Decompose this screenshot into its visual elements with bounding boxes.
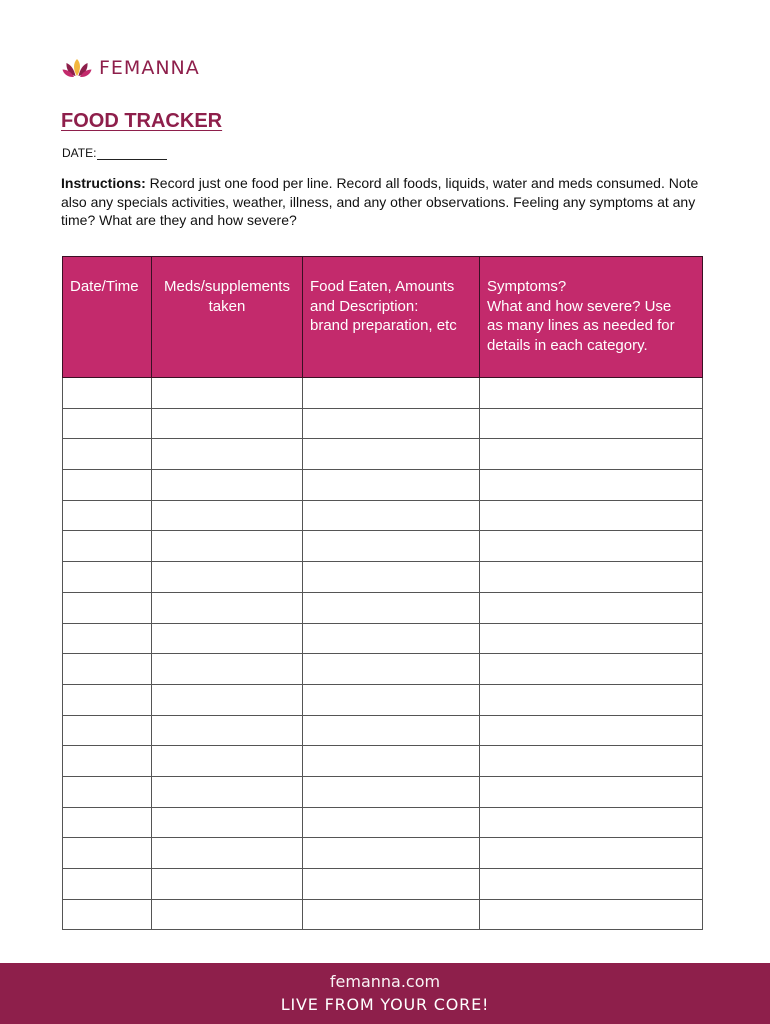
symptoms-cell[interactable] [480, 408, 703, 439]
food-cell[interactable] [303, 807, 480, 838]
food-cell[interactable] [303, 869, 480, 900]
header-symptoms: Symptoms? What and how severe? Use as many lines as needed for details in each category. [480, 257, 703, 378]
food-cell[interactable] [303, 439, 480, 470]
table-row [63, 746, 703, 777]
meds-cell[interactable] [152, 807, 303, 838]
symptoms-cell[interactable] [480, 562, 703, 593]
table-row [63, 684, 703, 715]
symptoms-cell[interactable] [480, 531, 703, 562]
symptoms-cell[interactable] [480, 715, 703, 746]
food-cell[interactable] [303, 378, 480, 409]
meds-cell[interactable] [152, 838, 303, 869]
food-cell[interactable] [303, 623, 480, 654]
page-title: FOOD TRACKER [61, 110, 223, 132]
food-cell[interactable] [303, 838, 480, 869]
table-row [63, 654, 703, 685]
food-cell[interactable] [303, 684, 480, 715]
table-row [63, 470, 703, 501]
meds-cell[interactable] [152, 684, 303, 715]
meds-cell[interactable] [152, 531, 303, 562]
table-row [63, 378, 703, 409]
table-row [63, 623, 703, 654]
date-time-cell[interactable] [63, 470, 152, 501]
meds-cell[interactable] [152, 776, 303, 807]
date-time-cell[interactable] [63, 899, 152, 930]
meds-cell[interactable] [152, 592, 303, 623]
date-time-cell[interactable] [63, 500, 152, 531]
symptoms-cell[interactable] [480, 623, 703, 654]
date-time-cell[interactable] [63, 838, 152, 869]
symptoms-cell[interactable] [480, 838, 703, 869]
food-cell[interactable] [303, 470, 480, 501]
symptoms-cell[interactable] [480, 684, 703, 715]
instructions-text: Record just one food per line. Record all foods, liquids, water and meds consumed. Note also any specials activities, weather, illness, and any other observations. Feeling any symptoms at any time? What are they and how severe? [61, 175, 699, 228]
date-time-cell[interactable] [63, 684, 152, 715]
symptoms-cell[interactable] [480, 500, 703, 531]
table-row [63, 408, 703, 439]
date-time-cell[interactable] [63, 562, 152, 593]
date-time-cell[interactable] [63, 408, 152, 439]
table-row [63, 776, 703, 807]
brand-name: FEMANNA [99, 57, 200, 79]
meds-cell[interactable] [152, 500, 303, 531]
date-field[interactable] [62, 146, 167, 160]
meds-cell[interactable] [152, 378, 303, 409]
symptoms-cell[interactable] [480, 899, 703, 930]
food-cell[interactable] [303, 746, 480, 777]
table-row [63, 715, 703, 746]
brand-logo [62, 54, 200, 82]
table-row [63, 899, 703, 930]
header-date-time: Date/Time [63, 257, 152, 378]
date-time-cell[interactable] [63, 807, 152, 838]
meds-cell[interactable] [152, 439, 303, 470]
date-time-cell[interactable] [63, 869, 152, 900]
footer [0, 963, 770, 1024]
food-cell[interactable] [303, 592, 480, 623]
meds-cell[interactable] [152, 470, 303, 501]
date-time-cell[interactable] [63, 531, 152, 562]
symptoms-cell[interactable] [480, 470, 703, 501]
date-blank-line[interactable] [97, 148, 167, 160]
table-row [63, 562, 703, 593]
symptoms-cell[interactable] [480, 776, 703, 807]
symptoms-cell[interactable] [480, 654, 703, 685]
table-row [63, 531, 703, 562]
meds-cell[interactable] [152, 654, 303, 685]
table-row [63, 500, 703, 531]
symptoms-cell[interactable] [480, 439, 703, 470]
meds-cell[interactable] [152, 623, 303, 654]
date-time-cell[interactable] [63, 776, 152, 807]
table-row [63, 439, 703, 470]
food-cell[interactable] [303, 562, 480, 593]
footer-url[interactable]: femanna.com [329, 972, 441, 991]
date-label: DATE: [62, 146, 97, 160]
meds-cell[interactable] [152, 408, 303, 439]
symptoms-cell[interactable] [480, 746, 703, 777]
symptoms-cell[interactable] [480, 807, 703, 838]
date-time-cell[interactable] [63, 439, 152, 470]
meds-cell[interactable] [152, 869, 303, 900]
food-cell[interactable] [303, 776, 480, 807]
symptoms-cell[interactable] [480, 378, 703, 409]
date-time-cell[interactable] [63, 654, 152, 685]
symptoms-cell[interactable] [480, 869, 703, 900]
date-time-cell[interactable] [63, 715, 152, 746]
date-time-cell[interactable] [63, 746, 152, 777]
meds-cell[interactable] [152, 746, 303, 777]
meds-cell[interactable] [152, 899, 303, 930]
table-row [63, 838, 703, 869]
table-row [63, 807, 703, 838]
food-cell[interactable] [303, 654, 480, 685]
table-header-row [63, 257, 703, 378]
lotus-icon [62, 57, 92, 79]
food-cell[interactable] [303, 408, 480, 439]
food-cell[interactable] [303, 899, 480, 930]
food-cell[interactable] [303, 531, 480, 562]
food-cell[interactable] [303, 500, 480, 531]
table-row [63, 869, 703, 900]
date-time-cell[interactable] [63, 378, 152, 409]
instructions-heading: Instructions: [61, 175, 146, 191]
food-cell[interactable] [303, 715, 480, 746]
date-time-cell[interactable] [63, 592, 152, 623]
food-tracker-table [62, 256, 703, 930]
header-food-eaten: Food Eaten, Amounts and Description: brand preparation, etc [303, 257, 480, 378]
footer-tagline: LIVE FROM YOUR CORE! [280, 995, 490, 1014]
table-body [63, 378, 703, 930]
table-row [63, 592, 703, 623]
meds-cell[interactable] [152, 715, 303, 746]
header-meds-supplements: Meds/supplements taken [152, 257, 303, 378]
date-time-cell[interactable] [63, 623, 152, 654]
symptoms-cell[interactable] [480, 592, 703, 623]
instructions [61, 174, 701, 230]
meds-cell[interactable] [152, 562, 303, 593]
